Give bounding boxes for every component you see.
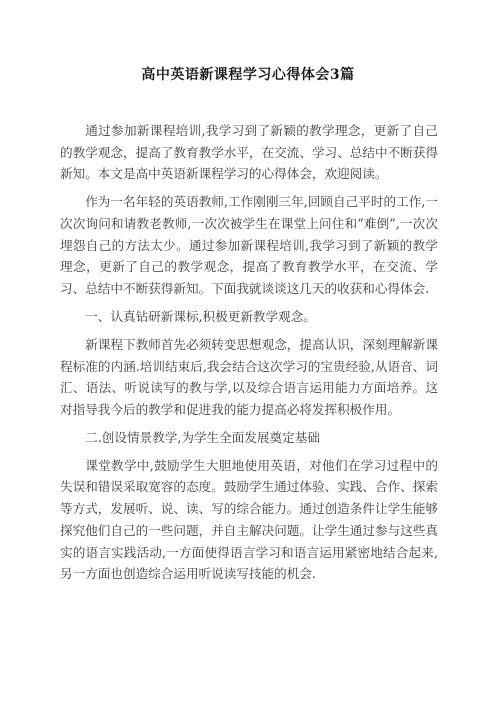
paragraph-section-1: 新课程下教师首先必须转变思想观念，提高认识，深刻理解新课程标准的内涵.培训结束后,我会结合这次学习的宝贵经验,从语音、词汇、语法、听说读写的教与学,以及综合语言运用能力方面培养。这对指导我今后的教学和促进我的能力提高必将发挥积极作用。: [60, 336, 438, 417]
document-body: [60, 120, 438, 591]
paragraph-section-2: 课堂教学中,鼓励学生大胆地使用英语，对他们在学习过程中的失误和错误采取宽容的态度。鼓励学生通过体验、实践、合作、探索等方式，发展听、说、读、写的综合能力。通过创造条件让学生能够探究他们自己的一些问题，并自主解决问题。让学生通过参与这些真实的语言实践活动,一方面使得语言学习和语言运用紧密地结合起来,另一方面也创造综合运用听说读写技能的机会.: [60, 457, 438, 582]
document-title: 高中英语新课程学习心得体会3篇: [141, 67, 355, 83]
section-heading-1: 一、认真钻研新课标,积极更新教学观念。: [85, 309, 316, 324]
paragraph-intro: 通过参加新课程培训,我学习到了新颖的教学理念，更新了自己的教学观念，提高了教育教学水平，在交流、学习、总结中不断获得新知。本文是高中英语新课程学习的心得体会，欢迎阅读。: [60, 123, 438, 182]
section-heading-2: 二.创设情景教学,为学生全面发展奠定基础: [85, 429, 320, 445]
paragraph-experience: 作为一名年轻的英语教师,工作刚刚三年,回顾自己平时的工作,一次次询问和请教老教师,一次次被学生在课堂上问住和“难倒”,一次次埋怨自己的方法太少。通过参加新课程培训,我学习到了新颖的教学理念，更新了自己的教学观念，提高了教育教学水平，在交流、学习、总结中不断获得新知。下面我就谈谈这几天的收获和心得体会.: [60, 194, 438, 297]
